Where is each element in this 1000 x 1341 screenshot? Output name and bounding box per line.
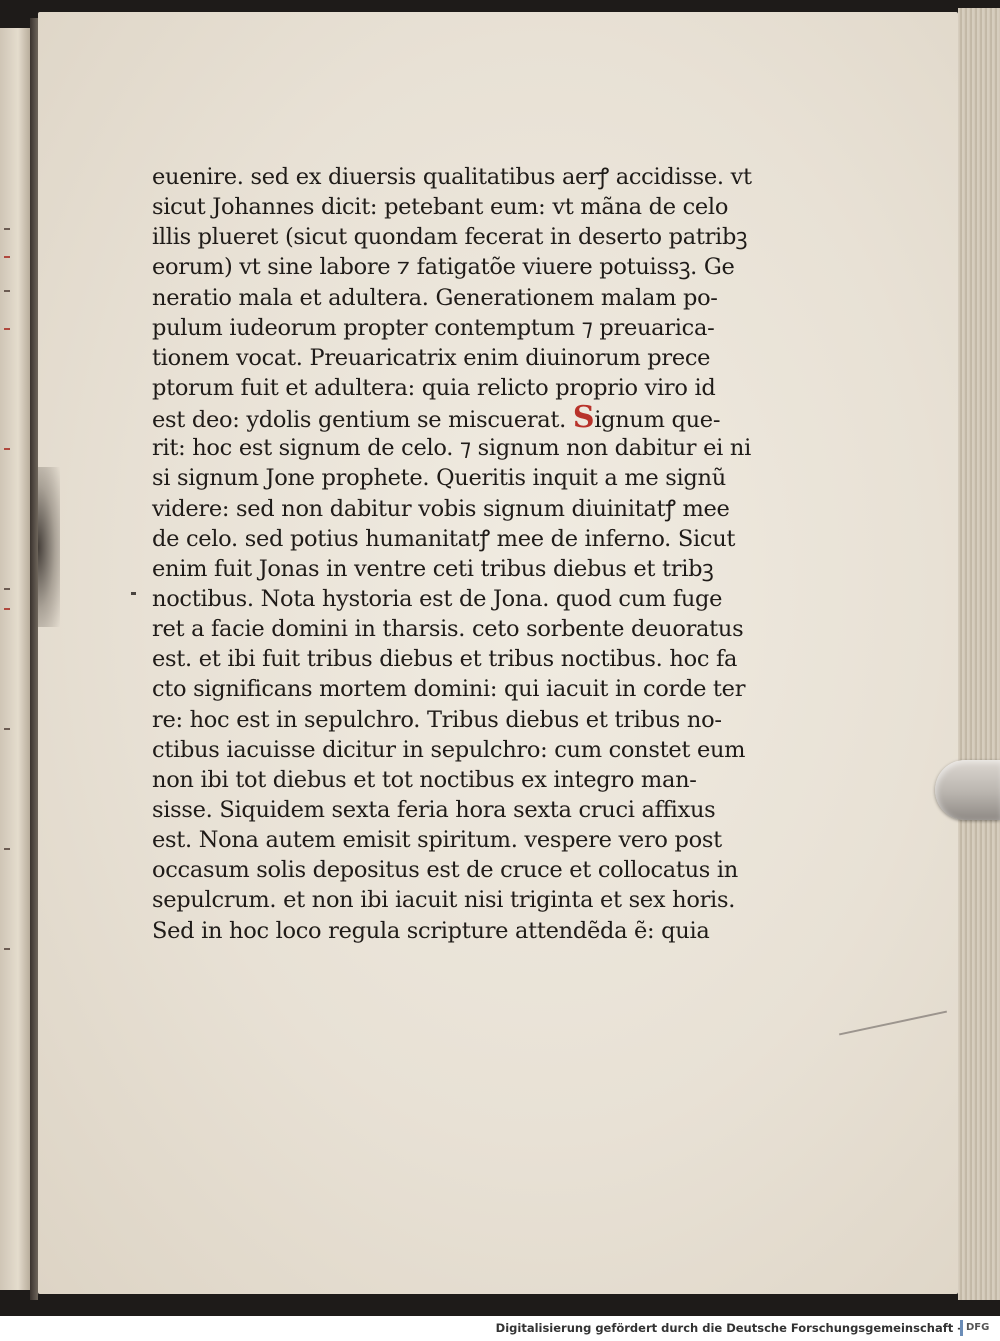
text-line: sicut Johannes dicit: petebant eum: vt mãna de celo — [152, 194, 729, 221]
margin-mark — [4, 608, 10, 610]
text-line: Sed in hoc loco regula scripture attendẽda ẽ: quia — [152, 917, 710, 944]
rubric-initial: S — [572, 400, 595, 436]
margin-mark — [4, 848, 10, 850]
margin-mark — [4, 588, 10, 590]
margin-mark — [4, 728, 10, 730]
text-line: rit: hoc est signum de celo. ⁊ signum non dabitur ei ni — [152, 435, 751, 462]
text-line: occasum solis depositus est de cruce et collocatus in — [152, 857, 738, 884]
margin-mark — [4, 256, 10, 258]
text-line: illis plueret (sicut quondam fecerat in deserto patribꝫ — [152, 224, 748, 251]
margin-mark — [4, 228, 10, 230]
text-line: videre: sed non dabitur vobis signum diuinitatꝭ mee — [152, 495, 730, 522]
text-line: si signum Jone prophete. Queritis inquit a me signũ — [152, 465, 726, 492]
text-line: sepulcrum. et non ibi iacuit nisi triginta et sex horis. — [152, 887, 736, 914]
dfg-logo: DFG — [960, 1320, 996, 1336]
text-line: pulum iudeorum propter contemptum ⁊ preuarica- — [152, 314, 715, 341]
text-line: neratio mala et adultera. Generationem malam po- — [152, 284, 718, 311]
text-line: non ibi tot diebus et tot noctibus ex integro man- — [152, 766, 697, 793]
text-line: tionem vocat. Preuaricatrix enim diuinorum prece — [152, 344, 711, 371]
text-line: noctibus. Nota hystoria est de Jona. quod cum fuge — [152, 585, 723, 612]
margin-mark — [4, 328, 10, 330]
text-line: est. et ibi fuit tribus diebus et tribus noctibus. hoc fa — [152, 646, 738, 673]
margin-mark — [4, 948, 10, 950]
rubric-line-start: est deo: ydolis gentium se miscuerat. — [152, 407, 573, 434]
facing-page-edge — [0, 28, 30, 1290]
text-line: de celo. sed potius humanitatꝭ mee de inferno. Sicut — [152, 525, 736, 552]
text-line: euenire. sed ex diuersis qualitatibus aerꝭ accidisse. vt — [152, 164, 752, 190]
text-line: est. Nona autem emisit spiritum. vespere vero post — [152, 827, 722, 854]
book-gutter — [30, 18, 38, 1300]
binding-stain — [38, 467, 60, 627]
text-line: eorum) vt sine labore ⁊ fatigatõe viuere potuissꝫ. Ge — [152, 254, 735, 281]
page-edges — [958, 8, 1000, 1300]
text-line: ret a facie domini in tharsis. ceto sorbente deuoratus — [152, 616, 744, 643]
text-line: re: hoc est in sepulchro. Tribus diebus et tribus no- — [152, 706, 722, 733]
text-line: ctibus iacuisse dicitur in sepulchro: cum constet eum — [152, 736, 746, 763]
ink-dot — [131, 592, 136, 595]
funding-credit: Digitalisierung gefördert durch die Deutsche Forschungsgemeinschaft - — [495, 1321, 962, 1335]
rubric-line-end: ignum que- — [594, 407, 721, 434]
margin-mark — [4, 448, 10, 450]
margin-mark — [4, 290, 10, 292]
text-block — [152, 162, 752, 946]
text-line-rubric — [152, 400, 752, 436]
book-clasp — [935, 760, 1000, 820]
text-line: enim fuit Jonas in ventre ceti tribus diebus et tribꝫ — [152, 555, 714, 582]
text-line: ptorum fuit et adultera: quia relicto proprio viro id — [152, 374, 716, 401]
text-line: cto significans mortem domini: qui iacuit in corde ter — [152, 676, 746, 703]
footer-bar — [0, 1316, 1000, 1341]
text-line: sisse. Siquidem sexta feria hora sexta cruci affixus — [152, 796, 716, 823]
